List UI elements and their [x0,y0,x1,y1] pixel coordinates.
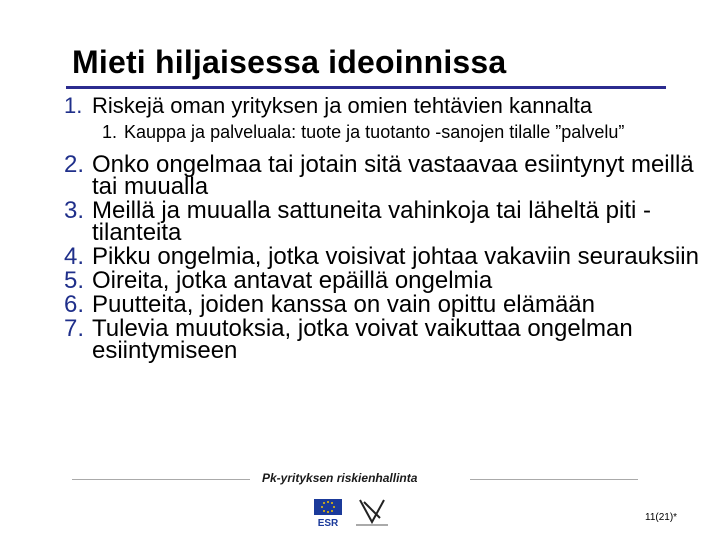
list-item-text: Oireita, jotka antavat epäillä ongelmia [92,267,493,294]
list-item-text: Meillä ja muualla sattuneita vahinkoja tai läheltä piti -tilanteita [92,197,651,246]
list-item-text: Riskejä oman yrityksen ja omien tehtävien kannalta [92,93,593,118]
numbered-list [64,93,704,364]
list-item [64,243,704,270]
list-item-text: Onko ongelmaa tai jotain sitä vastaavaa esiintynyt meillä tai muualla [92,151,694,200]
ministry-logo [350,496,394,528]
sub-list-item-text: Kauppa ja palveluala: tuote ja tuotanto -sanojen tilalle ”palvelu” [124,122,625,142]
list-item-number: 3. [64,197,85,224]
list-item-text: Pikku ongelmia, jotka voisivat johtaa vakaviin seurauksiin [92,243,699,270]
list-item [64,93,704,118]
list-item-text: Tulevia muutoksia, jotka voivat vaikuttaa ongelman esiintymiseen [92,315,633,364]
footer-divider-right [470,479,638,480]
esr-logo [308,498,348,528]
esr-logo-text: ESR [317,518,339,528]
list-item [64,291,704,318]
page-number: 11(21)* [645,512,678,523]
list-item-number: 7. [64,315,85,342]
list-item-number: 2. [64,151,85,178]
list-item [64,267,704,294]
list-item-number: 5. [64,267,85,294]
footer-banner: Pk-yrityksen riskienhallinta [262,471,418,485]
sub-list-item [64,124,704,140]
list-item-number: 6. [64,291,85,318]
list-item-number: 1. [64,93,83,118]
list-item [64,315,704,364]
page-title: Mieti hiljaisessa ideoinnissa [72,44,507,80]
title-underline [66,86,666,89]
list-item [64,197,704,246]
list-item [64,151,704,200]
list-item-number: 4. [64,243,85,270]
list-item-text: Puutteita, joiden kanssa on vain opittu elämään [92,291,596,318]
sub-list-item-number: 1. [102,122,118,142]
footer-divider-left [72,479,250,480]
